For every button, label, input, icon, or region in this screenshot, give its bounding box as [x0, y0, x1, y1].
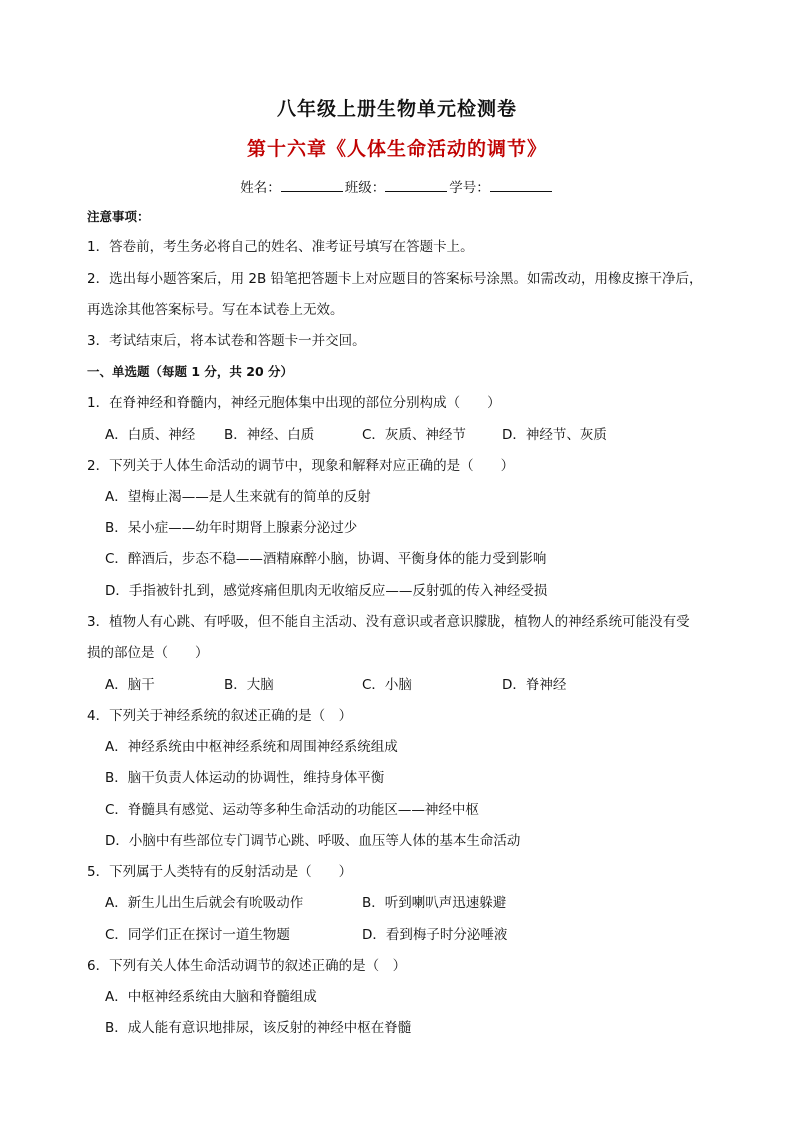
student-info-line [0, 176, 794, 196]
question-option: C．小脑 [362, 677, 412, 693]
name-blank[interactable] [281, 179, 343, 192]
student-id-blank[interactable] [490, 179, 552, 192]
note-item: 再选涂其他答案标号。写在本试卷上无效。 [87, 302, 344, 318]
question-option: D．手指被针扎到，感觉疼痛但肌肉无收缩反应——反射弧的传入神经受损 [105, 583, 548, 599]
question-option: A．望梅止渴——是人生来就有的简单的反射 [105, 489, 371, 505]
question-option: C．同学们正在探讨一道生物题 [105, 927, 290, 943]
question-option: C．灰质、神经节 [362, 427, 466, 443]
question-stem-continued: 损的部位是（ ） [87, 645, 209, 661]
chapter-subtitle: 第十六章《人体生命活动的调节》 [246, 138, 547, 160]
student-id-label: 学号： [449, 180, 490, 196]
question-option: C．脊髓具有感觉、运动等多种生命活动的功能区——神经中枢 [105, 802, 479, 818]
question-option: B．大脑 [224, 677, 274, 693]
question-option: A．中枢神经系统由大脑和脊髓组成 [105, 989, 317, 1005]
question-option: C．醉酒后，步态不稳——酒精麻醉小脑，协调、平衡身体的能力受到影响 [105, 551, 547, 567]
question-stem: 1．在脊神经和脊髓内，神经元胞体集中出现的部位分别构成（ ） [87, 395, 501, 411]
class-blank[interactable] [385, 179, 447, 192]
question-stem: 2．下列关于人体生命活动的调节中，现象和解释对应正确的是（ ） [87, 458, 515, 474]
question-option: B．呆小症——幼年时期肾上腺素分泌过少 [105, 520, 358, 536]
question-option: B．神经、白质 [224, 427, 315, 443]
question-option: A．神经系统由中枢神经系统和周围神经系统组成 [105, 739, 398, 755]
name-label: 姓名： [240, 180, 281, 196]
question-option: B．脑干负责人体运动的协调性，维持身体平衡 [105, 770, 385, 786]
question-option: D．脊神经 [502, 677, 567, 693]
question-option: A．脑干 [105, 677, 155, 693]
question-option: B．成人能有意识地排尿，该反射的神经中枢在脊髓 [105, 1020, 412, 1036]
question-option: B．听到喇叭声迅速躲避 [362, 895, 507, 911]
page-title: 八年级上册生物单元检测卷 [276, 98, 517, 120]
question-option: D．看到梅子时分泌唾液 [362, 927, 508, 943]
question-option: A．白质、神经 [105, 427, 196, 443]
note-item: 2．选出每小题答案后，用 2B 铅笔把答题卡上对应题目的答案标号涂黑。如需改动，用橡皮擦干净后， [87, 271, 703, 287]
question-option: D．神经节、灰质 [502, 427, 607, 443]
question-stem: 4．下列关于神经系统的叙述正确的是（ ） [87, 708, 353, 724]
question-option: D．小脑中有些部位专门调节心跳、呼吸、血压等人体的基本生命活动 [105, 833, 521, 849]
question-stem: 6．下列有关人体生命活动调节的叙述正确的是（ ） [87, 958, 407, 974]
question-stem: 5．下列属于人类特有的反射活动是（ ） [87, 864, 353, 880]
note-item: 3．考试结束后，将本试卷和答题卡一并交回。 [87, 333, 366, 349]
question-option: A．新生儿出生后就会有吮吸动作 [105, 895, 304, 911]
class-label: 班级： [344, 180, 386, 196]
section-heading: 一、单选题（每题 1 分，共 20 分） [87, 364, 294, 379]
note-item: 1．答卷前，考生务必将自己的姓名、准考证号填写在答题卡上。 [87, 239, 474, 255]
notes-heading: 注意事项： [87, 209, 150, 224]
question-stem: 3．植物人有心跳、有呼吸，但不能自主活动、没有意识或者意识朦胧，植物人的神经系统可能没有受 [87, 614, 690, 630]
